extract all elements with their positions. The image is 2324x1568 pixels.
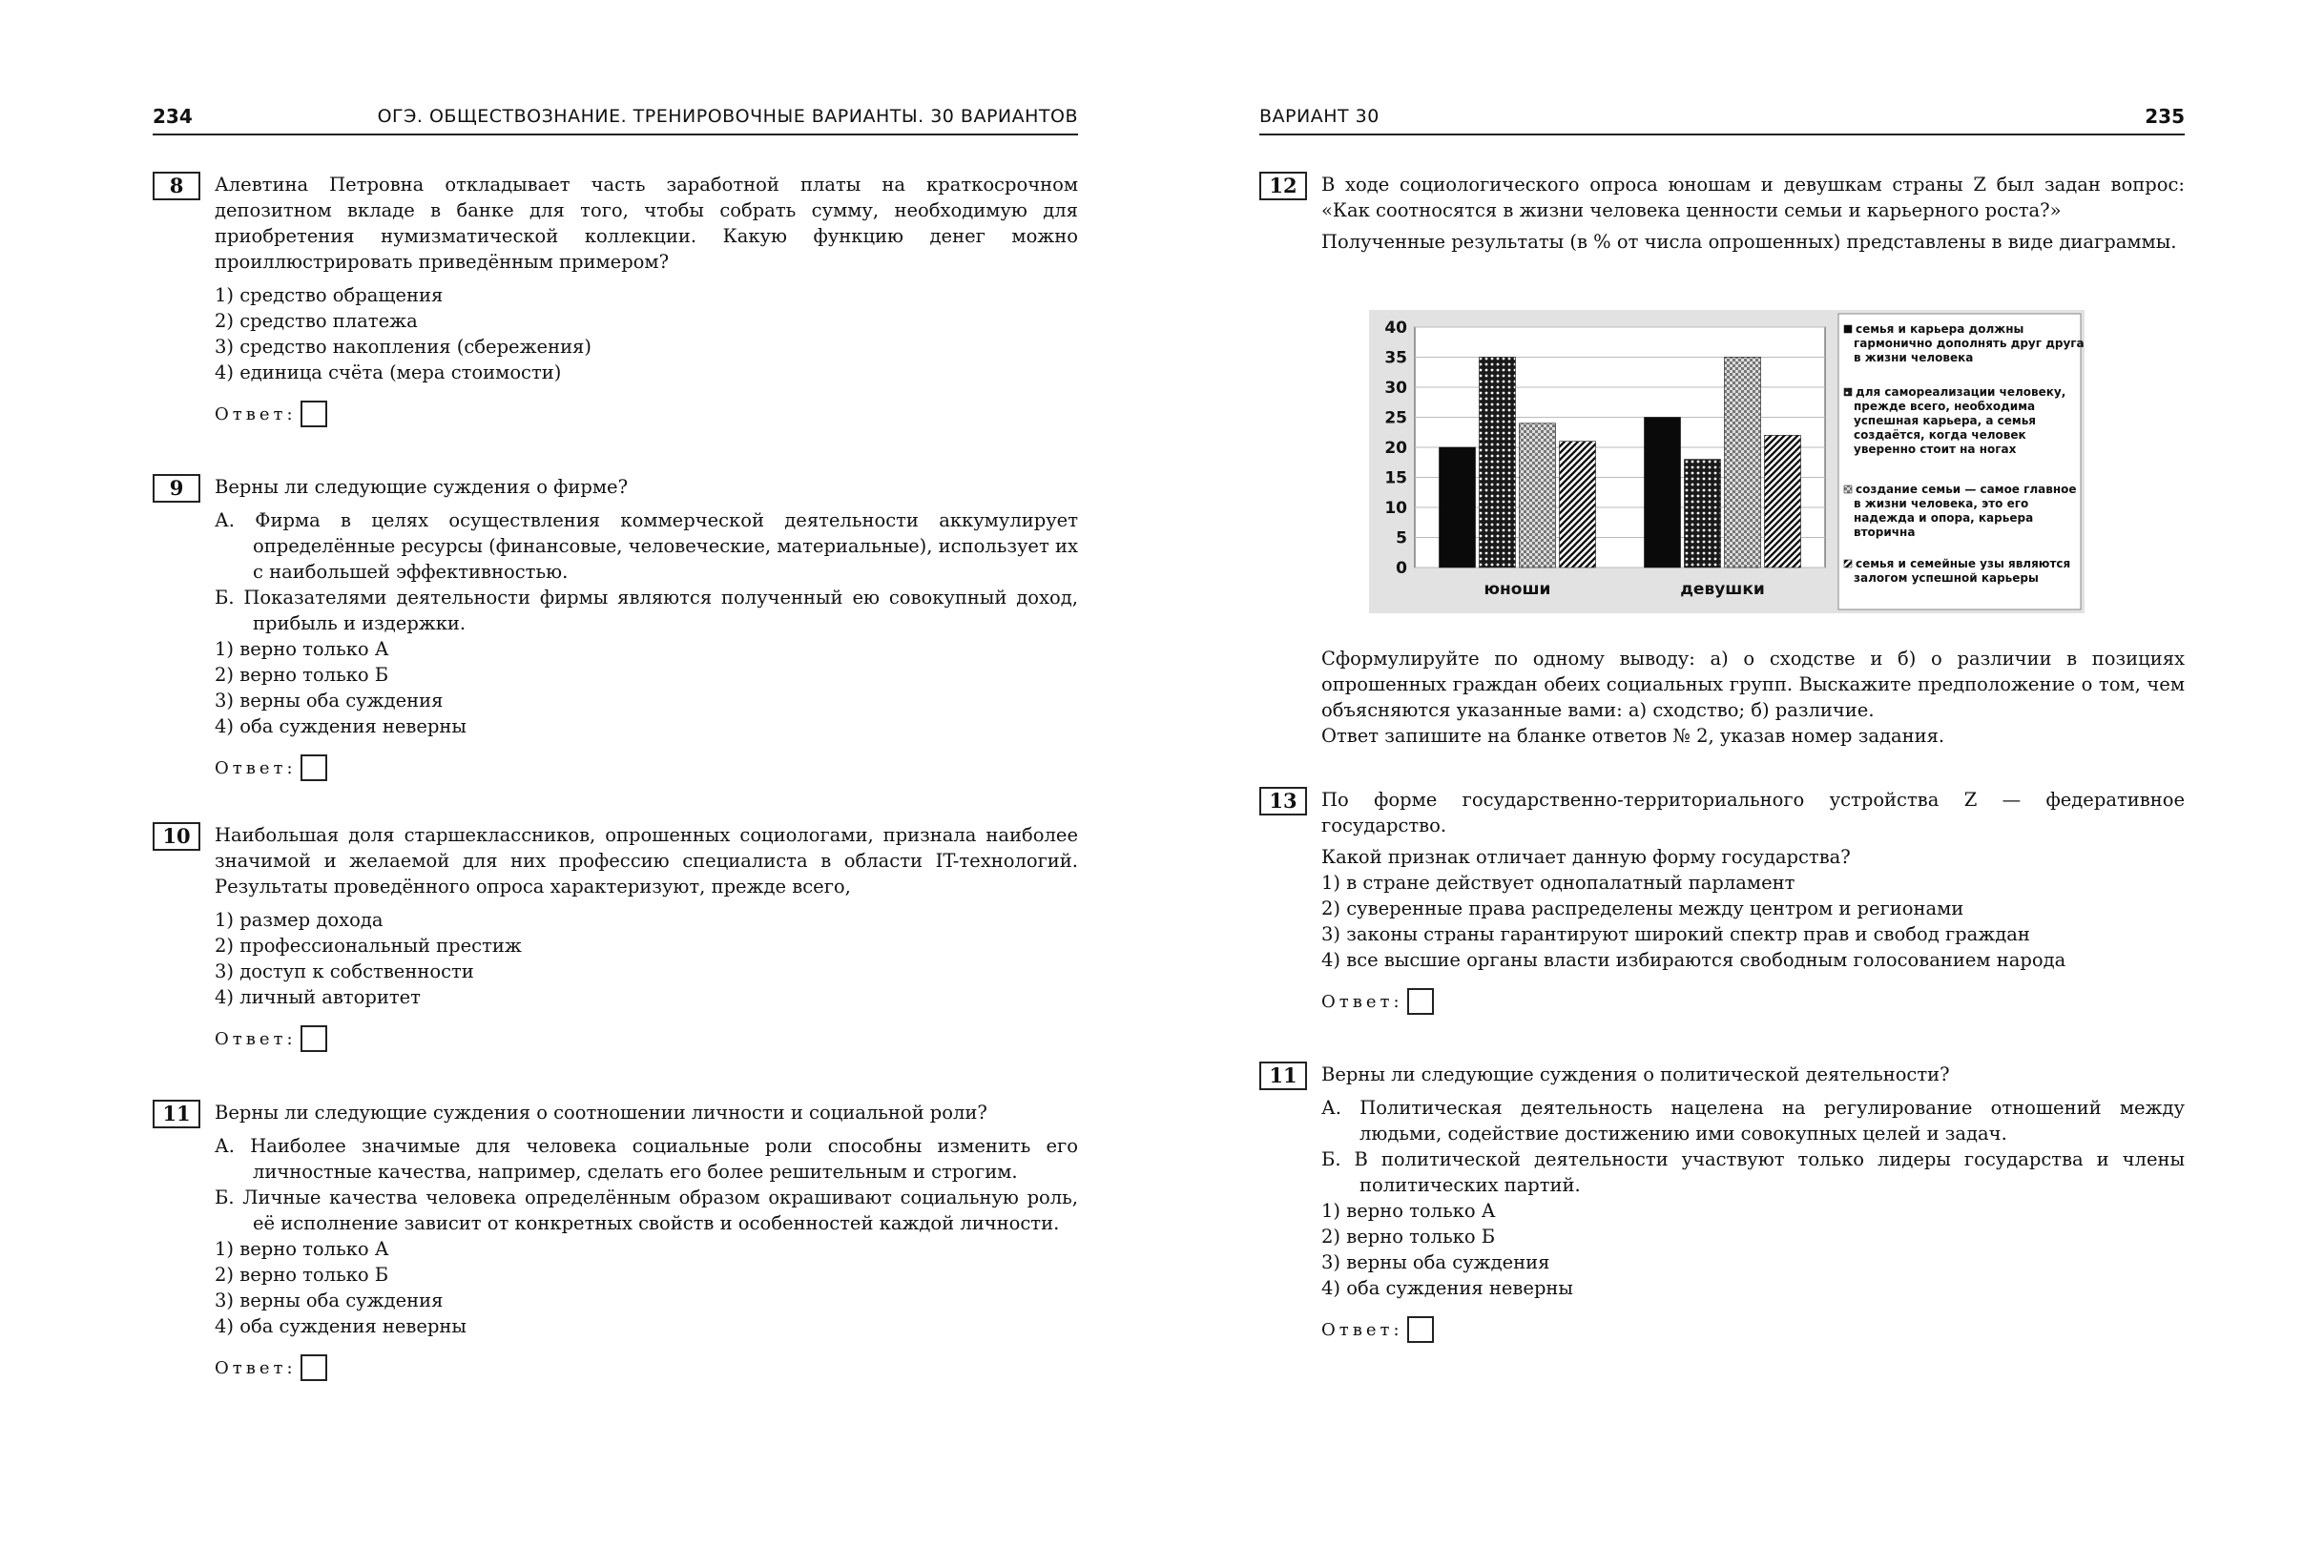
option: 1) верно только А	[215, 638, 389, 660]
answer-label: Ответ:	[215, 1357, 297, 1378]
task-number: 11	[153, 1100, 200, 1128]
option: 1) верно только А	[1321, 1200, 1496, 1222]
task-text: Алевтина Петровна откладывает часть заработной платы на краткосрочном депозитном вкладе в банке для того, чтобы собрать сумму, необходимую для приобретения нумизматической коллекции. Какую функцию денег можно проиллюстрировать приведённым примером?	[215, 174, 1078, 273]
judgment-a: А. Наиболее значимые для человека социальные роли способны изменить его личностные качества, например, сделать его более решительным и строгим.	[215, 1135, 1078, 1183]
answer-box[interactable]	[1407, 988, 1434, 1015]
legend-swatch-4	[1844, 560, 1852, 567]
y-tick-label: 15	[1384, 468, 1407, 488]
page-number: 234	[153, 105, 193, 128]
task-text: Наибольшая доля старшеклассников, опрошенных социологами, признала наиболее значимой и желаемой для них профессию специалиста в области IT-технологий. Результаты проведённого опроса характеризуют, прежде всего,	[215, 824, 1078, 897]
answer-label: Ответ:	[215, 1028, 297, 1049]
legend-entry-3-line: надежда и опора, карьера	[1854, 511, 2034, 525]
task-question: Верны ли следующие суждения о политической деятельности?	[1321, 1063, 1950, 1085]
option: 1) средство обращения	[215, 284, 444, 306]
judgment-b: Б. Личные качества человека определённым образом окрашивают социальную роль, её исполнение зависит от конкретных свойств и особенностей каждой личности.	[215, 1186, 1078, 1234]
option: 3) средство накопления (сбережения)	[215, 336, 591, 358]
bar-девушки-series-2	[1685, 460, 1721, 567]
option: 2) средство платежа	[215, 310, 418, 332]
option: 3) верны оба суждения	[1321, 1251, 1550, 1273]
legend-swatch-3	[1844, 485, 1852, 493]
option: 3) законы страны гарантируют широкий спектр прав и свобод граждан	[1321, 923, 2030, 945]
task-12	[1259, 172, 2185, 255]
answer-row	[1321, 1316, 2185, 1343]
bar-девушки-series-4	[1765, 435, 1801, 567]
judgment-a: А. Фирма в целях осуществления коммерческой деятельности аккумулирует определённые ресурсы (финансовые, человеческие, материальные), использует их с наибольшей эффективностью.	[215, 509, 1078, 583]
option: 2) суверенные права распределены между центром и регионами	[1321, 897, 1964, 919]
bar-юноши-series-2	[1480, 358, 1516, 568]
option: 1) размер дохода	[215, 909, 384, 931]
bar-юноши-series-3	[1520, 423, 1556, 567]
answer-box[interactable]	[301, 1025, 327, 1052]
y-tick-label: 40	[1384, 319, 1407, 338]
task-8	[153, 172, 1078, 427]
answer-label: Ответ:	[215, 757, 297, 778]
right-page	[1259, 0, 2185, 1568]
option: 4) оба суждения неверны	[1321, 1277, 1573, 1299]
task-question: Верны ли следующие суждения о фирме?	[215, 476, 629, 498]
option: 2) верно только Б	[215, 1264, 389, 1286]
legend-entry-2-line: прежде всего, необходима	[1854, 400, 2036, 413]
options-list	[1321, 870, 2185, 973]
answer-row	[215, 1025, 1078, 1052]
task-12-instructions	[1259, 646, 2185, 749]
page-number: 235	[2145, 105, 2185, 128]
options-list	[215, 1236, 1078, 1339]
legend-swatch-1	[1844, 325, 1852, 333]
options-list	[1321, 1198, 2185, 1301]
option: 4) оба суждения неверны	[215, 1315, 467, 1337]
running-header	[153, 103, 1078, 135]
header-title: ОГЭ. ОБЩЕСТВОЗНАНИЕ. ТРЕНИРОВОЧНЫЕ ВАРИАНТЫ. 30 ВАРИАНТОВ	[377, 106, 1078, 127]
answer-row	[215, 401, 1078, 427]
option: 2) верно только Б	[1321, 1226, 1496, 1248]
judgment-b: Б. Показателями деятельности фирмы являются полученный ею совокупный доход, прибыль и издержки.	[215, 587, 1078, 634]
task-text: По форме государственно-территориального устройства Z — федеративное государство.	[1321, 789, 2185, 836]
x-category-label: девушки	[1680, 580, 1765, 599]
option: 3) доступ к собственности	[215, 960, 474, 982]
task-number: 13	[1259, 787, 1307, 815]
options-list	[215, 636, 1078, 739]
option: 4) все высшие органы власти избираются свободным голосованием народа	[1321, 949, 2066, 971]
task-number: 9	[153, 474, 200, 503]
answer-row	[215, 1354, 1078, 1381]
legend-entry-3-line: создание семьи — самое главное	[1856, 483, 2077, 496]
option: 1) верно только А	[215, 1238, 389, 1260]
judgment-b: Б. В политической деятельности участвуют только лидеры государства и члены политических партий.	[1321, 1148, 2185, 1196]
task-11	[153, 1100, 1078, 1381]
task-number: 8	[153, 172, 200, 200]
header-title: ВАРИАНТ 30	[1259, 106, 1380, 127]
legend-entry-3-line: вторична	[1854, 526, 1916, 539]
options-list	[215, 907, 1078, 1010]
task-14	[1259, 1062, 2185, 1343]
task-9	[153, 474, 1078, 781]
survey-chart	[1369, 310, 2085, 617]
option: 3) верны оба суждения	[215, 690, 444, 712]
task-number: 11	[1259, 1062, 1307, 1090]
running-header	[1259, 103, 2185, 135]
legend-entry-2-line: создаётся, когда человек	[1854, 428, 2026, 442]
bar-юноши-series-4	[1560, 442, 1596, 567]
answer-row	[1321, 988, 2185, 1015]
judgment-a: А. Политическая деятельность нацелена на регулирование отношений между людьми, содействие достижению ими совокупных целей и задач.	[1321, 1097, 2185, 1145]
bar-девушки-series-1	[1645, 418, 1681, 568]
answer-label: Ответ:	[1321, 1319, 1403, 1340]
y-tick-label: 25	[1384, 408, 1407, 428]
y-tick-label: 0	[1396, 559, 1407, 578]
task-question: Какой признак отличает данную форму государства?	[1321, 846, 1851, 868]
task-text-2: Полученные результаты (в % от числа опрошенных) представлены в виде диаграммы.	[1321, 231, 2177, 253]
legend-entry-1-line: гармонично дополнять друг друга	[1854, 337, 2085, 350]
option: 2) верно только Б	[215, 664, 389, 686]
task-number: 10	[153, 822, 200, 851]
task-10	[153, 822, 1078, 1052]
task-question: Верны ли следующие суждения о соотношении личности и социальной роли?	[215, 1102, 987, 1124]
y-tick-label: 20	[1384, 439, 1407, 458]
answer-box[interactable]	[1407, 1316, 1434, 1343]
legend-entry-3-line: в жизни человека, это его	[1854, 497, 2029, 510]
answer-box[interactable]	[301, 1354, 327, 1381]
bar-девушки-series-3	[1725, 358, 1761, 568]
answer-row	[215, 754, 1078, 781]
option: 3) верны оба суждения	[215, 1289, 444, 1311]
task-13	[1259, 787, 2185, 1015]
y-tick-label: 35	[1384, 348, 1407, 368]
answer-label: Ответ:	[215, 403, 297, 424]
legend-swatch-2	[1844, 388, 1852, 396]
legend-entry-2-line: для самореализации человеку,	[1856, 385, 2066, 399]
option: 2) профессиональный престиж	[215, 935, 522, 957]
y-tick-label: 5	[1396, 528, 1407, 548]
left-page	[153, 0, 1078, 1568]
answer-box[interactable]	[301, 401, 327, 427]
legend-entry-4-line: залогом успешной карьеры	[1854, 571, 2039, 585]
legend-entry-1-line: семья и карьера должны	[1856, 322, 2024, 336]
answer-box[interactable]	[301, 754, 327, 781]
option: 1) в стране действует однопалатный парламент	[1321, 872, 1795, 894]
legend-entry-2-line: уверенно стоит на ногах	[1854, 443, 2017, 456]
y-tick-label: 10	[1384, 499, 1407, 518]
option: 4) оба суждения неверны	[215, 715, 467, 737]
answer-label: Ответ:	[1321, 991, 1403, 1012]
x-category-label: юноши	[1484, 580, 1551, 599]
task-instruction: Сформулируйте по одному выводу: а) о сходстве и б) о различии в позициях опрошенных граждан обеих социальных групп. Выскажите предположение о том, чем объясняются указанные вами: а) сходство; б) различие.	[1321, 648, 2185, 721]
legend-entry-4-line: семья и семейные узы являются	[1856, 557, 2071, 570]
options-list	[215, 282, 1078, 385]
y-tick-label: 30	[1384, 379, 1407, 398]
option: 4) единица счёта (мера стоимости)	[215, 361, 562, 383]
task-number: 12	[1259, 172, 1307, 200]
legend-entry-1-line: в жизни человека	[1854, 351, 1974, 364]
legend-entry-2-line: успешная карьера, а семья	[1854, 414, 2036, 427]
option: 4) личный авторитет	[215, 986, 421, 1008]
bar-юноши-series-1	[1440, 447, 1476, 567]
bar-chart-svg	[1369, 310, 2085, 613]
task-instruction-2: Ответ запишите на бланке ответов № 2, указав номер задания.	[1321, 725, 1945, 747]
task-text: В ходе социологического опроса юношам и девушкам страны Z был задан вопрос: «Как соотносятся в жизни человека ценности семьи и карьерного роста?»	[1321, 174, 2185, 221]
